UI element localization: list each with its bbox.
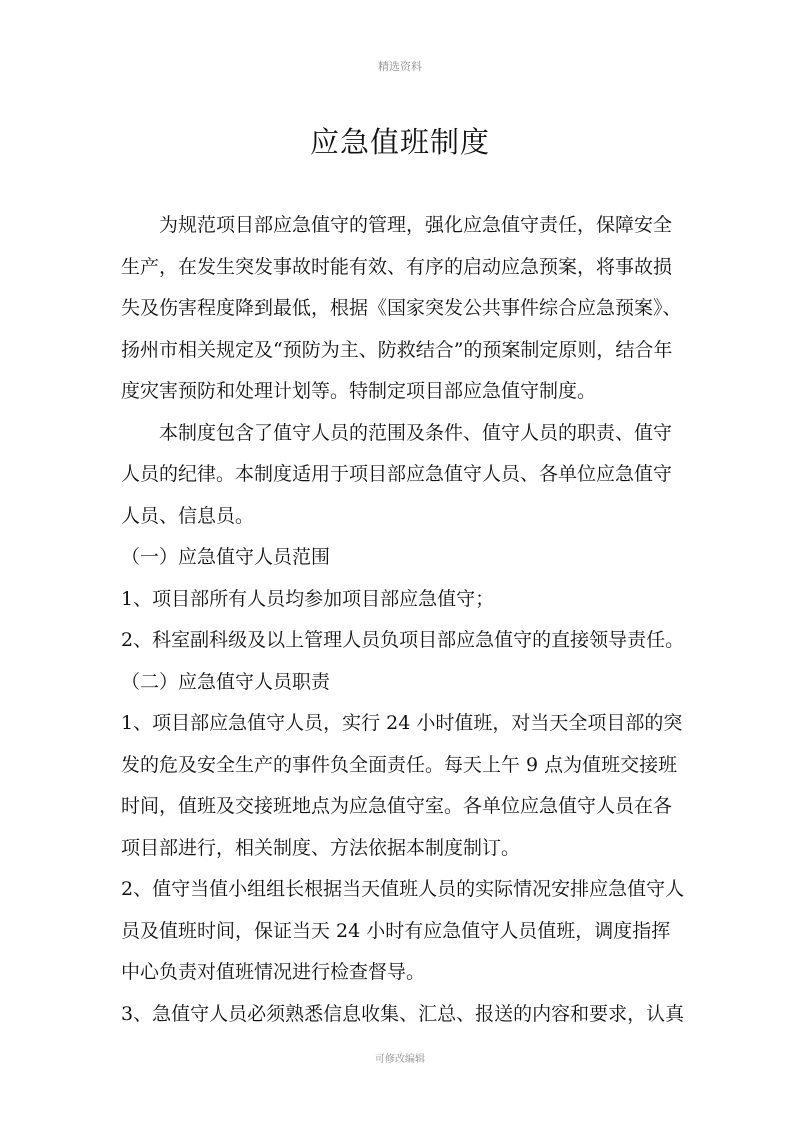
list-item: 1、项目部所有人员均参加项目部应急值守； [121, 587, 495, 610]
intro-paragraph: 为规范项目部应急值守的管理，强化应急值守责任，保障安全生产，在发生突发事故时能有效、有序的启动应急预案，将事故损失及伤害程度降到最低，根据《国家突发公共事件综合应急预案》、扬州市相关规定及“预防为主、防救结合”的预案制定原则，结合年度灾害预防和处理计划等。特制定项目部应急值守制度。 [121, 214, 682, 402]
list-item: 2、值守当值小组组长根据当天值班人员的实际情况安排应急值守人员及值班时间，保证当天 24 小时有应急值守人员值班，调度指挥中心负责对值班情况进行检查督导。 [121, 878, 685, 983]
section-heading-1: （一）应急值守人员范围 [121, 546, 331, 568]
section-heading-2: （二）应急值守人员职责 [121, 670, 331, 693]
list-item: 3、急值守人员必须熟悉信息收集、汇总、报送的内容和要求，认真 [121, 1002, 685, 1025]
page-header: 精选资料 [378, 60, 422, 73]
scope-paragraph: 本制度包含了值守人员的范围及条件、值守人员的职责、值守人员的纪律。本制度适用于项目部应急值守人员、各单位应急值守人员、信息员。 [121, 421, 673, 527]
list-item: 1、项目部应急值守人员，实行 24 小时值班，对当天全项目部的突发的危及安全生产的事件负全面责任。每天上午 9 点为值班交接班时间，值班及交接班地点为应急值守室。各单位应急值守人员在各项目部进行，相关制度、方法依据本制度制订。 [121, 712, 683, 859]
page-footer: 可修改编辑 [375, 1054, 425, 1065]
document-title: 应急值班制度 [309, 125, 490, 159]
list-item: 2、科室副科级及以上管理人员负项目部应急值守的直接领导责任。 [121, 629, 685, 651]
document-body [121, 205, 687, 1035]
